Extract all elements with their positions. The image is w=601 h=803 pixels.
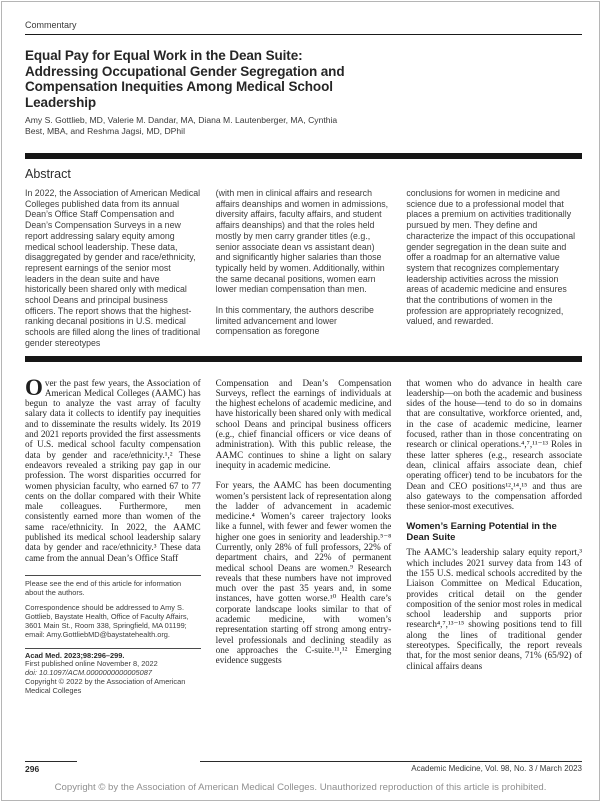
author-info-note: Please see the end of this article for information about the authors. [25, 578, 182, 597]
citation-online-date: First published online November 8, 2022 [25, 659, 158, 669]
body-paragraph: Over the past few years, the Association of American Medical Colleges (AAMC) has begun to analyze the vast array of faculty salary data it collects to identify pay inequities and to disseminate the results widely. Its 2019 and 2021 reports provided the first assessments of U.S. medical school faculty compensation data by gender and race/ethnicity.¹,² These endeavors revealed a striking pay gap in our profession. The worst disparities occurred for women physician faculty, who earned 67 to 77 cents on the dollar compared with their White male colleagues. Furthermore, men consistently earned more than women of the same race/ethnicity. In 2022, the AAMC published its medical school leadership salary data by gender and race/ethnicity.³ These data came from the annual Dean’s Office Staff [25, 374, 201, 563]
body-column-3 [406, 378, 582, 760]
drop-cap: O [25, 374, 43, 400]
article-authors: Amy S. Gottlieb, MD, Valerie M. Dandar, MA, Diana M. Lautenberger, MA, Cynthia Best, MBA, and Reshma Jagsi, MD, DPhil [25, 115, 338, 136]
citation-reference: Acad Med. 2023;98:296–299. [25, 650, 125, 660]
page-number: 296 [25, 761, 77, 774]
section-heading: Women’s Earning Potential in the Dean Suite [406, 521, 557, 544]
correspondence-note: Correspondence should be addressed to Amy S. Gottlieb, Baystate Health, Office of Faculty Affairs, 3601 Main St., Room 338, Springfield, MA 01199; email: Amy.GottliebMD@baystatehealth.org. [25, 603, 189, 639]
abstract-heading: Abstract [25, 167, 71, 181]
body-paragraph: The AAMC’s leadership salary equity report,³ which includes 2021 survey data from 143 of the 155 U.S. medical schools accredited by the Liaison Committee on Medical Education, provides critical detail on the gender composition of the senior most roles in medical school leadership and supports prior research⁴,⁷,¹³⁻¹⁵ showing positions tend to fill along the lines of traditional gender stereotypes. Specifically, the report reveals that, for the most senior deans, 71% (65/92) of clinical affairs deans [406, 547, 583, 671]
citation-divider [25, 648, 201, 649]
abstract-column-1 [25, 188, 201, 349]
journal-info: Academic Medicine, Vol. 98, No. 3 / March 2023 [200, 761, 582, 773]
body-paragraph: that women who do advance in health care leadership—on both the academic and business sides of the house—tend to do so in domains that are consultative, workforce oriented, and, in the case of academic medicine, learner focused, rather than in those concentrating on research or clinical operations.⁴,⁷,¹¹⁻¹³ Roles in these latter spheres (e.g., research associate dean, clinical affairs associate dean, chief operating officer) tend to be incubators for the Dean and CEO positions¹²,¹⁴,¹⁵ and thus are also gateways to the compensation afforded these senior-most executives. [406, 377, 583, 512]
abstract-paragraph: conclusions for women in medicine and science due to a professional model that places a premium on activities traditionally pursued by men. They define and characterize the impact of this occupational gender segregation in the dean suite and offer a roadmap for an alternative value system that recognizes complementary leadership activities across the mission areas of academic medicine and ensures that the contributions of women in the profession are appropriately recognized, valued, and rewarded. [406, 188, 576, 327]
page-footer [25, 761, 582, 774]
body-column-2 [216, 378, 392, 760]
citation-doi: doi: 10.1097/ACM.0000000000005087 [25, 668, 152, 678]
article-body [25, 374, 583, 760]
section-label: Commentary [25, 20, 582, 35]
footnote-divider [25, 575, 201, 576]
body-paragraph: Compensation and Dean’s Compensation Surveys, reflect the earnings of individuals at the highest echelons of academic medicine, and have historically been shared only with medical school Deans and principal business officers (e.g., chief financial officers or vice deans of administration). With this public release, the AAMC continues to shine a light on salary inequity in academic medicine. [215, 377, 392, 470]
copyright-notice: Copyright © by the Association of American Medical Colleges. Unauthorized reproduction of this article is prohibited. [54, 782, 547, 793]
abstract-divider-bottom [25, 356, 582, 362]
citation-copyright: Copyright © 2022 by the Association of American Medical Colleges [25, 677, 186, 695]
abstract-divider-top [25, 153, 582, 159]
abstract-paragraph: In this commentary, the authors describe limited advancement and lower compensation as foregone [215, 305, 374, 337]
citation-info [25, 648, 201, 696]
body-column-1 [25, 374, 201, 760]
journal-page [1, 1, 600, 801]
abstract-column-3 [406, 188, 582, 349]
abstract-paragraph: In 2022, the Association of American Medical Colleges published data from its annual Dean’s Office Staff Compensation and Dean’s Compensation Surveys in a new report addressing salary equity among medical school leadership. These data, disaggregated by gender and race/ethnicity, represent earnings of the senior most leaders in the dean suite and have historically been shared only with medical school Deans and principal business officers. The report shows that the highest-ranking decanal positions in U.S. medical schools are filled along the lines of traditional gender stereotypes [25, 188, 201, 348]
article-title: Equal Pay for Equal Work in the Dean Suite: Addressing Occupational Gender Segregation and Compensation Inequities Among Medical School Leadership [25, 48, 345, 110]
author-notes [25, 575, 201, 696]
abstract [25, 188, 582, 349]
body-paragraph: For years, the AAMC has been documenting women’s persistent lack of representation along the ladder of advancement in academic medicine.⁴ Women’s career trajectory looks like a funnel, with fewer and fewer women the higher one goes in seniority and leadership.⁵⁻⁸ Currently, only 28% of full professors, 22% of department chairs, and 22% of permanent medical school Deans are women.⁹ Research reveals that these numbers have not improved much over the past 35 years and, in some instances, have gotten worse.¹⁰ Health care’s corporate landscape looks similar to that of academic medicine, with women’s representation starting off strong among entry-level professionals and declining steadily as one approaches the C-suite.¹¹,¹² Emerging evidence suggests [215, 480, 392, 666]
abstract-paragraph: (with men in clinical affairs and research affairs deanships and women in admissions, diversity affairs, faculty affairs, and student affairs deanships) and that the roles held mostly by men carry grander titles (e.g., senior associate dean vs assistant dean) and significantly higher salaries than those typically held by women. Additionally, within the same decanal positions, women earn lower median compensation than men. [215, 188, 389, 295]
abstract-column-2 [216, 188, 392, 349]
